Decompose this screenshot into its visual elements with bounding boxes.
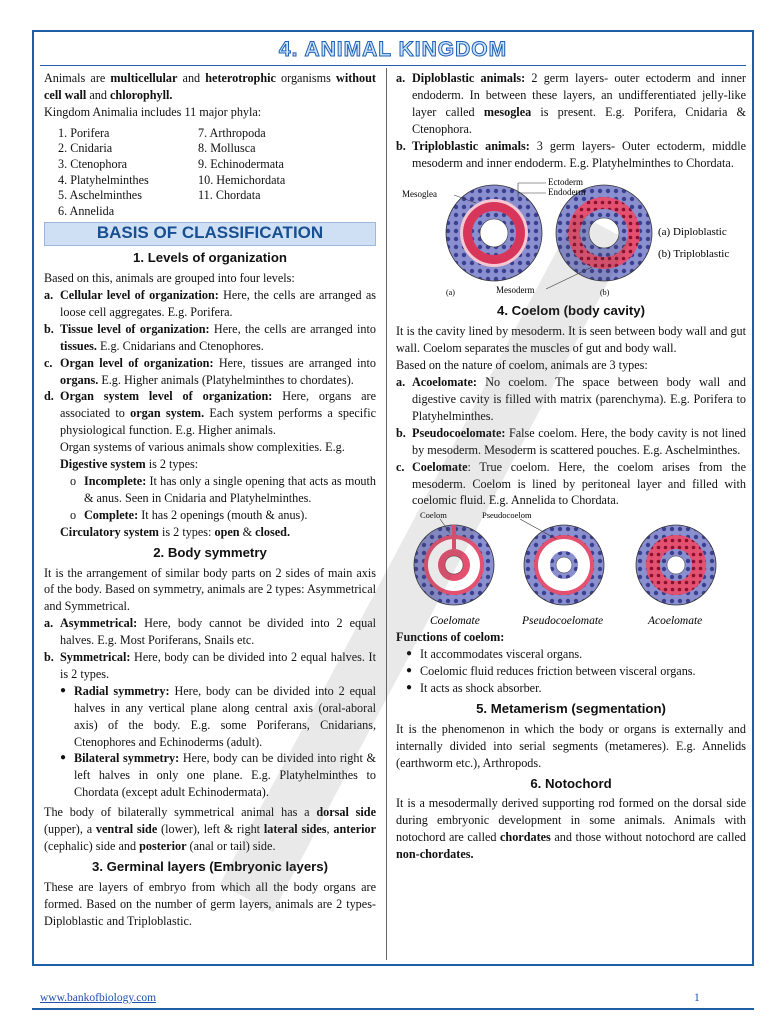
pseudocoelomate-caption: Pseudocoelomate: [522, 615, 604, 628]
pseudocoelom-label: Pseudocoelom: [482, 510, 532, 521]
diploblastic-diagram: [446, 185, 542, 281]
phylum-item: 2. Cnidaria: [58, 141, 113, 156]
mesoglea-label: Mesoglea: [402, 189, 437, 200]
paragraph: It is a mesodermally derived supporting rod formed on the dorsal side during embryonic development in some animals. Animals with notochord are called chordates and those without notochord are called non-chordates.: [396, 796, 746, 862]
section-banner: BASIS OF CLASSIFICATION: [44, 222, 376, 246]
phylum-item: 10. Hemichordata: [198, 172, 286, 187]
coelom-figure: [396, 509, 746, 629]
paragraph: It is the cavity lined by mesoderm. It is seen between body wall and gut wall. Coelom separates the muscles of gut and body wall.: [396, 324, 746, 356]
ectoderm-label: Ectoderm: [548, 177, 583, 188]
page-frame: [32, 30, 754, 966]
paragraph: Based on the nature of coelom, animals are 3 types:: [396, 358, 648, 373]
paragraph: Circulatory system is 2 types: open & closed.: [60, 524, 290, 539]
functions-heading: Functions of coelom:: [396, 630, 505, 645]
germ-layers-figure: [396, 171, 746, 299]
left-column: [44, 70, 376, 930]
bullet-item: ● Coelomic fluid reduces friction between visceral organs.: [406, 664, 696, 679]
list-item: c. Organ level of organization: Here, tissues are arranged into organs. E.g. Higher animals (Platyhelminthes to chordates).: [44, 355, 376, 387]
section-heading: 2. Body symmetry: [153, 544, 267, 560]
column-divider: [386, 68, 387, 960]
phylum-item: 6. Annelida: [58, 203, 115, 218]
footer-rule: [32, 1008, 754, 1010]
phyla-intro: Kingdom Animalia includes 11 major phyla:: [44, 104, 262, 119]
section-heading: 1. Levels of organization: [133, 250, 287, 266]
section-heading: 5. Metamerism (segmentation): [476, 700, 666, 716]
list-item: c. Coelomate: True coelom. Here, the coelom arises from the mesoderm. Coelom is lined by peritoneal layer and filled with coelomic fluid. E.g. Annelida to Chordata.: [396, 459, 746, 508]
section-heading: 3. Germinal layers (Embryonic layers): [91, 858, 329, 874]
endoderm-label: Endoderm: [548, 187, 586, 198]
mesoderm-label: Mesoderm: [496, 285, 535, 296]
phylum-item: 4. Platyhelminthes: [58, 172, 149, 187]
phyla-column-1: [58, 125, 198, 219]
phylum-item: 11. Chordata: [198, 188, 261, 203]
coelomate-diagram: [414, 525, 494, 605]
triploblastic-diagram: [556, 185, 652, 281]
list-item: b. Pseudocoelomate: False coelom. Here, the body cavity is not lined by mesoderm. Mesoderm is scattered pouches. E.g. Aschelminthes.: [396, 425, 746, 457]
phylum-item: 7. Arthropoda: [198, 125, 266, 140]
pseudocoelomate-diagram: [524, 525, 604, 605]
list-item: a. Diploblastic animals: 2 germ layers- outer ectoderm and inner endoderm. In between these layers, an undifferentiated jelly-like layer called mesoglea is present. E.g. Porifera, Cnidaria & Ctenophora.: [396, 71, 747, 136]
diploblastic-caption: (a) Diploblastic: [658, 226, 727, 239]
triploblastic-caption: (b) Triploblastic: [658, 248, 730, 261]
acoelomate-caption: Acoelomate: [648, 615, 703, 628]
paragraph: The body of bilaterally symmetrical animal has a dorsal side (upper), a ventral side (lower), left & right lateral sides, anterior (cephalic) side and posterior (anal or tail) side.: [44, 805, 377, 853]
intro-paragraph: Animals are multicellular and heterotrophic organisms without cell wall and chlorophyll.: [44, 71, 376, 102]
sub-list-item: o Incomplete: It has only a single opening that acts as mouth & anus. Seen in Cnidaria and Platyhelminthes.: [69, 473, 376, 505]
phyla-list: [58, 125, 376, 219]
list-item: a. Acoelomate: No coelom. The space between body wall and digestive cavity is filled with matrix (parenchyma). E.g. Porifera to Platyhelminthes.: [396, 375, 746, 423]
paragraph: These are layers of embryo from which all the body organs are formed. Based on the number of germ layers, animals are 2 types- Diploblastic and Triploblastic.: [44, 879, 376, 928]
paragraph: Organ systems of various animals show complexities. E.g.: [60, 440, 345, 455]
bullet-item: ● Bilateral symmetry: Here, body can be divided into right & left halves in only one plane. E.g. Platyhelminthes to Chordata (except adult Echinodermata).: [60, 751, 376, 800]
title-rule: [40, 65, 746, 66]
phylum-item: 1. Porifera: [58, 125, 110, 140]
phylum-item: 5. Aschelminthes: [58, 188, 142, 203]
bullet-item: ● Radial symmetry: Here, body can be divided into 2 equal halves in any vertical plane along central axis (oral-aboral axis) of the body. E.g. some Poriferans, Cnidarians, Ctenophores and Echinoderms (adult).: [60, 683, 376, 749]
phylum-item: 8. Mollusca: [198, 141, 256, 156]
bullet-item: ● It accommodates visceral organs.: [406, 647, 583, 662]
bullet-item: ● It acts as shock absorber.: [406, 681, 542, 696]
phyla-column-2: [198, 125, 285, 219]
section-heading: 4. Coelom (body cavity): [496, 303, 646, 319]
list-item: b. Tissue level of organization: Here, the cells are arranged into tissues. E.g. Cnidarians and Ctenophores.: [44, 321, 376, 353]
fig-a-label: (a): [446, 288, 455, 298]
list-item: a. Asymmetrical: Here, body cannot be divided into 2 equal halves. E.g. Most Poriferans, Snails etc.: [44, 616, 376, 648]
paragraph: Based on this, animals are grouped into four levels:: [44, 271, 295, 286]
paragraph: It is the phenomenon in which the body or organs is externally and internally divided into serial segments (metameres). E.g. Annelids (earthworm etc.), Arthropods.: [396, 721, 746, 770]
list-item: b. Symmetrical: Here, body can be divided into 2 equal halves. It is 2 types.: [44, 650, 376, 681]
paragraph: Digestive system is 2 types:: [60, 457, 199, 472]
page-number: 1: [694, 992, 700, 1004]
footer-link[interactable]: www.bankofbiology.com: [40, 992, 157, 1004]
acoelomate-diagram: [636, 525, 716, 605]
right-column: [396, 70, 746, 863]
list-item: d. Organ system level of organization: Here, organs are associated to organ system. Each system performs a specific physiological function. E.g. Higher animals.: [44, 389, 377, 438]
coelomate-caption: Coelomate: [430, 615, 480, 628]
phylum-item: 3. Ctenophora: [58, 156, 128, 171]
coelom-label: Coelom: [420, 510, 447, 521]
fig-b-label: (b): [600, 288, 610, 298]
list-item: b. Triploblastic animals: 3 germ layers- Outer ectoderm, middle mesoderm and inner endoderm. E.g. Platyhelminthes to Chordata.: [396, 138, 746, 170]
page-title: 4. ANIMAL KINGDOM: [278, 38, 508, 61]
sub-list-item: o Complete: It has 2 openings (mouth & anus).: [69, 507, 308, 522]
paragraph: It is the arrangement of similar body parts on 2 sides of main axis of the body. Based on symmetry, animals are 2 types: Asymmetrical and Symmetrical.: [44, 565, 376, 614]
section-heading: 6. Notochord: [530, 775, 612, 791]
list-item: a. Cellular level of organization: Here, the cells are arranged as loose cell aggregates. E.g. Porifera.: [44, 288, 376, 319]
phylum-item: 9. Echinodermata: [198, 156, 284, 171]
